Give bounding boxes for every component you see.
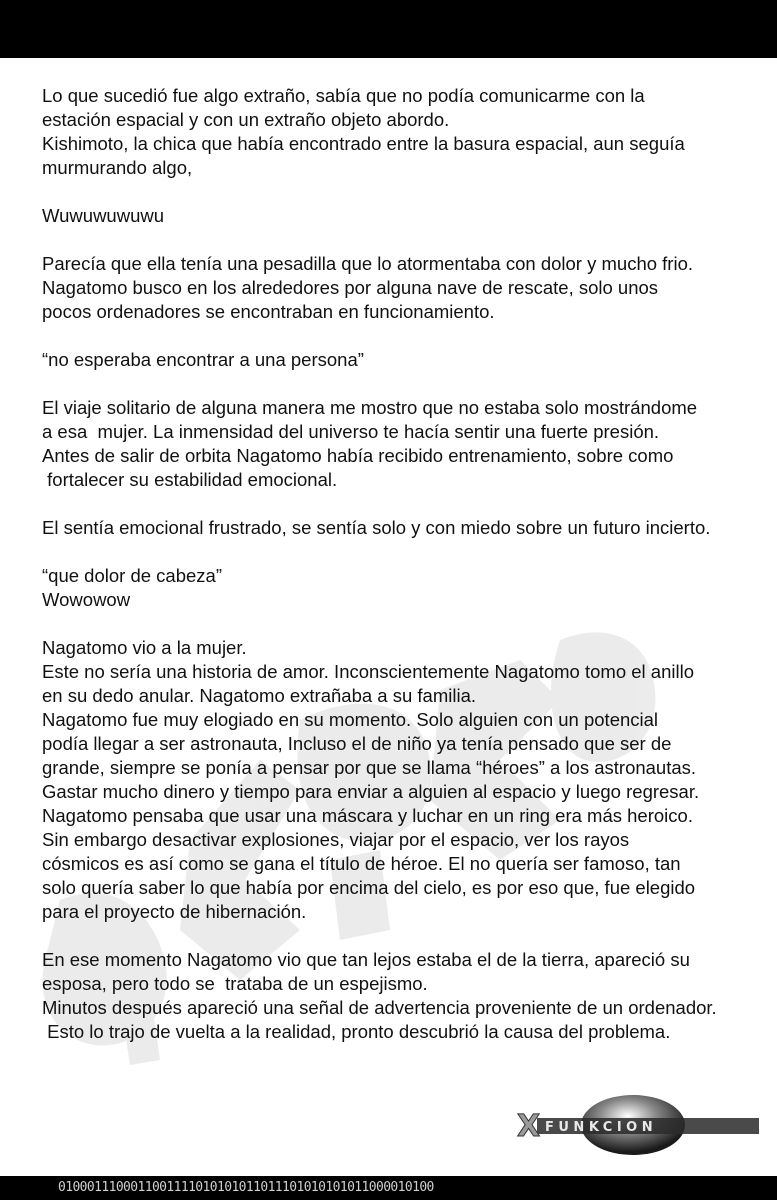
- text-line: Kishimoto, la chica que había encontrado entre la basura espacial, aun seguía: [42, 133, 685, 154]
- text-line: Nagatomo fue muy elogiado en su momento. Solo alguien con un potencial: [42, 709, 659, 730]
- text-line: solo quería saber lo que había por encima del cielo, es por eso que, fue elegido: [42, 877, 696, 898]
- text-line: en su dedo anular. Nagatomo extrañaba a su familia.: [42, 685, 477, 706]
- text-line: Gastar mucho dinero y tiempo para enviar a alguien al espacio y luego regresar.: [42, 781, 700, 802]
- text-line: grande, siempre se ponía a pensar por que se llama “héroes” a los astronautas.: [42, 757, 697, 778]
- text-line: estación espacial y con un extraño objeto abordo.: [42, 109, 450, 130]
- binary-strip: 0100011100011001111010101011011101010101011000010100: [58, 1180, 434, 1195]
- text-line: Este no sería una historia de amor. Inconscientemente Nagatomo tomo el anillo: [42, 661, 694, 682]
- bottom-black-bar: [0, 1176, 777, 1200]
- text-line: podía llegar a ser astronauta, Incluso el de niño ya tenía pensado que ser de: [42, 733, 672, 754]
- text-line: esposa, pero todo se trataba de un espejismo.: [42, 973, 428, 994]
- text-line: [42, 540, 777, 564]
- text-line: Antes de salir de orbita Nagatomo había recibido entrenamiento, sobre como: [42, 445, 674, 466]
- text-line: Wuwuwuwuwu: [42, 205, 165, 226]
- logo-prefix: X: [517, 1109, 541, 1144]
- text-line: cósmicos es así como se gana el título de héroe. El no quería ser famoso, tan: [42, 853, 681, 874]
- text-line: El viaje solitario de alguna manera me mostro que no estaba solo mostrándome: [42, 397, 698, 418]
- text-line: Sin embargo desactivar explosiones, viajar por el espacio, ver los rayos: [42, 829, 630, 850]
- text-line: Parecía que ella tenía una pesadilla que lo atormentaba con dolor y mucho frio.: [42, 253, 693, 274]
- text-line: fortalecer su estabilidad emocional.: [42, 469, 338, 490]
- text-line: pocos ordenadores se encontraban en funcionamiento.: [42, 301, 495, 322]
- text-line: Lo que sucedió fue algo extraño, sabía que no podía comunicarme con la: [42, 85, 645, 106]
- text-line: Wowowow: [42, 589, 131, 610]
- text-line: para el proyecto de hibernación.: [42, 901, 307, 922]
- text-line: Esto lo trajo de vuelta a la realidad, pronto descubrió la causa del problema.: [42, 1021, 671, 1042]
- xfunkcion-logo: [515, 1092, 760, 1162]
- story-text: [42, 84, 777, 1044]
- text-line: a esa mujer. La inmensidad del universo te hacía sentir una fuerte presión.: [42, 421, 660, 442]
- text-line: Nagatomo busco en los alrededores por alguna nave de rescate, solo unos: [42, 277, 659, 298]
- text-line: [42, 324, 777, 348]
- text-line: [42, 180, 777, 204]
- text-line: [42, 924, 777, 948]
- top-black-bar: [0, 0, 777, 58]
- text-line: Minutos después apareció una señal de advertencia proveniente de un ordenador.: [42, 997, 717, 1018]
- text-line: [42, 372, 777, 396]
- text-line: El sentía emocional frustrado, se sentía solo y con miedo sobre un futuro incierto.: [42, 517, 711, 538]
- text-line: “no esperaba encontrar a una persona”: [42, 349, 364, 370]
- logo-name: FUNKCION: [545, 1120, 658, 1135]
- text-line: Nagatomo vio a la mujer.: [42, 637, 247, 658]
- text-line: murmurando algo,: [42, 157, 193, 178]
- text-line: “que dolor de cabeza”: [42, 565, 222, 586]
- text-line: En ese momento Nagatomo vio que tan lejos estaba el de la tierra, apareció su: [42, 949, 690, 970]
- text-line: [42, 228, 777, 252]
- text-line: Nagatomo pensaba que usar una máscara y luchar en un ring era más heroico.: [42, 805, 693, 826]
- text-line: [42, 612, 777, 636]
- text-line: [42, 492, 777, 516]
